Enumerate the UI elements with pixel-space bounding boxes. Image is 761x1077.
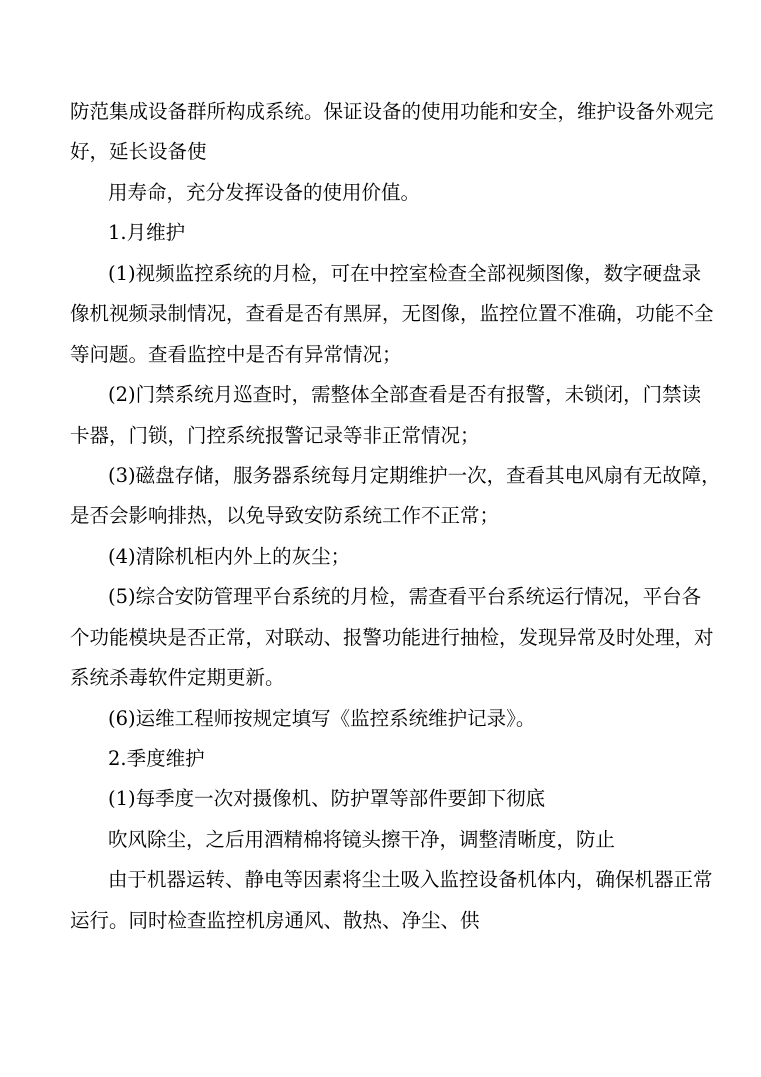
text-line: 防范集成设备群所构成系统。保证设备的使用功能和安全，维护设备外观完 xyxy=(70,100,714,123)
text-line: 系统杀毒软件定期更新。 xyxy=(70,666,285,690)
text-line: 由于机器运转、静电等因素将尘土吸入监控设备机体内，确保机器正常 xyxy=(108,868,713,892)
text-line: (4)清除机柜内外上的灰尘； xyxy=(108,544,351,568)
text-line: (5)综合安防管理平台系统的月检，需查看平台系统运行情况，平台各 xyxy=(108,585,702,609)
text-line: 好，延长设备使 xyxy=(70,140,207,164)
text-line: 运行。同时检查监控机房通风、散热、净尘、供 xyxy=(70,908,480,932)
text-line: 吹风除尘，之后用酒精棉将镜头擦干净，调整清晰度，防止 xyxy=(108,827,616,851)
document-body xyxy=(70,92,721,941)
text-line: 个功能模块是否正常，对联动、报警功能进行抽检，发现异常及时处理，对 xyxy=(70,625,714,649)
text-line: 用寿命，充分发挥设备的使用价值。 xyxy=(108,180,421,204)
text-line: 是否会影响排热，以免导致安防系统工作不正常； xyxy=(70,504,500,528)
text-line: 像机视频录制情况，查看是否有黑屏，无图像，监控位置不准确，功能不全 xyxy=(70,302,714,326)
text-line: (1)每季度一次对摄像机、防护罩等部件要卸下彻底 xyxy=(108,787,546,811)
text-line: 卡器，门锁，门控系统报警记录等非正常情况； xyxy=(70,423,480,447)
text-line: 2.季度维护 xyxy=(108,747,205,770)
text-line: (1)视频监控系统的月检，可在中控室检查全部视频图像，数字硬盘录 xyxy=(108,261,702,285)
text-line: 1.月维护 xyxy=(108,221,186,245)
text-line: (6)运维工程师按规定填写《监控系统维护记录》。 xyxy=(108,706,536,730)
text-line: (3)磁盘存储，服务器系统每月定期维护一次，查看其电风扇有无故障， xyxy=(108,463,721,487)
text-line: 等问题。查看监控中是否有异常情况； xyxy=(70,342,402,366)
text-line: (2)门禁系统月巡查时，需整体全部查看是否有报警，未锁闭，门禁读 xyxy=(108,383,702,407)
